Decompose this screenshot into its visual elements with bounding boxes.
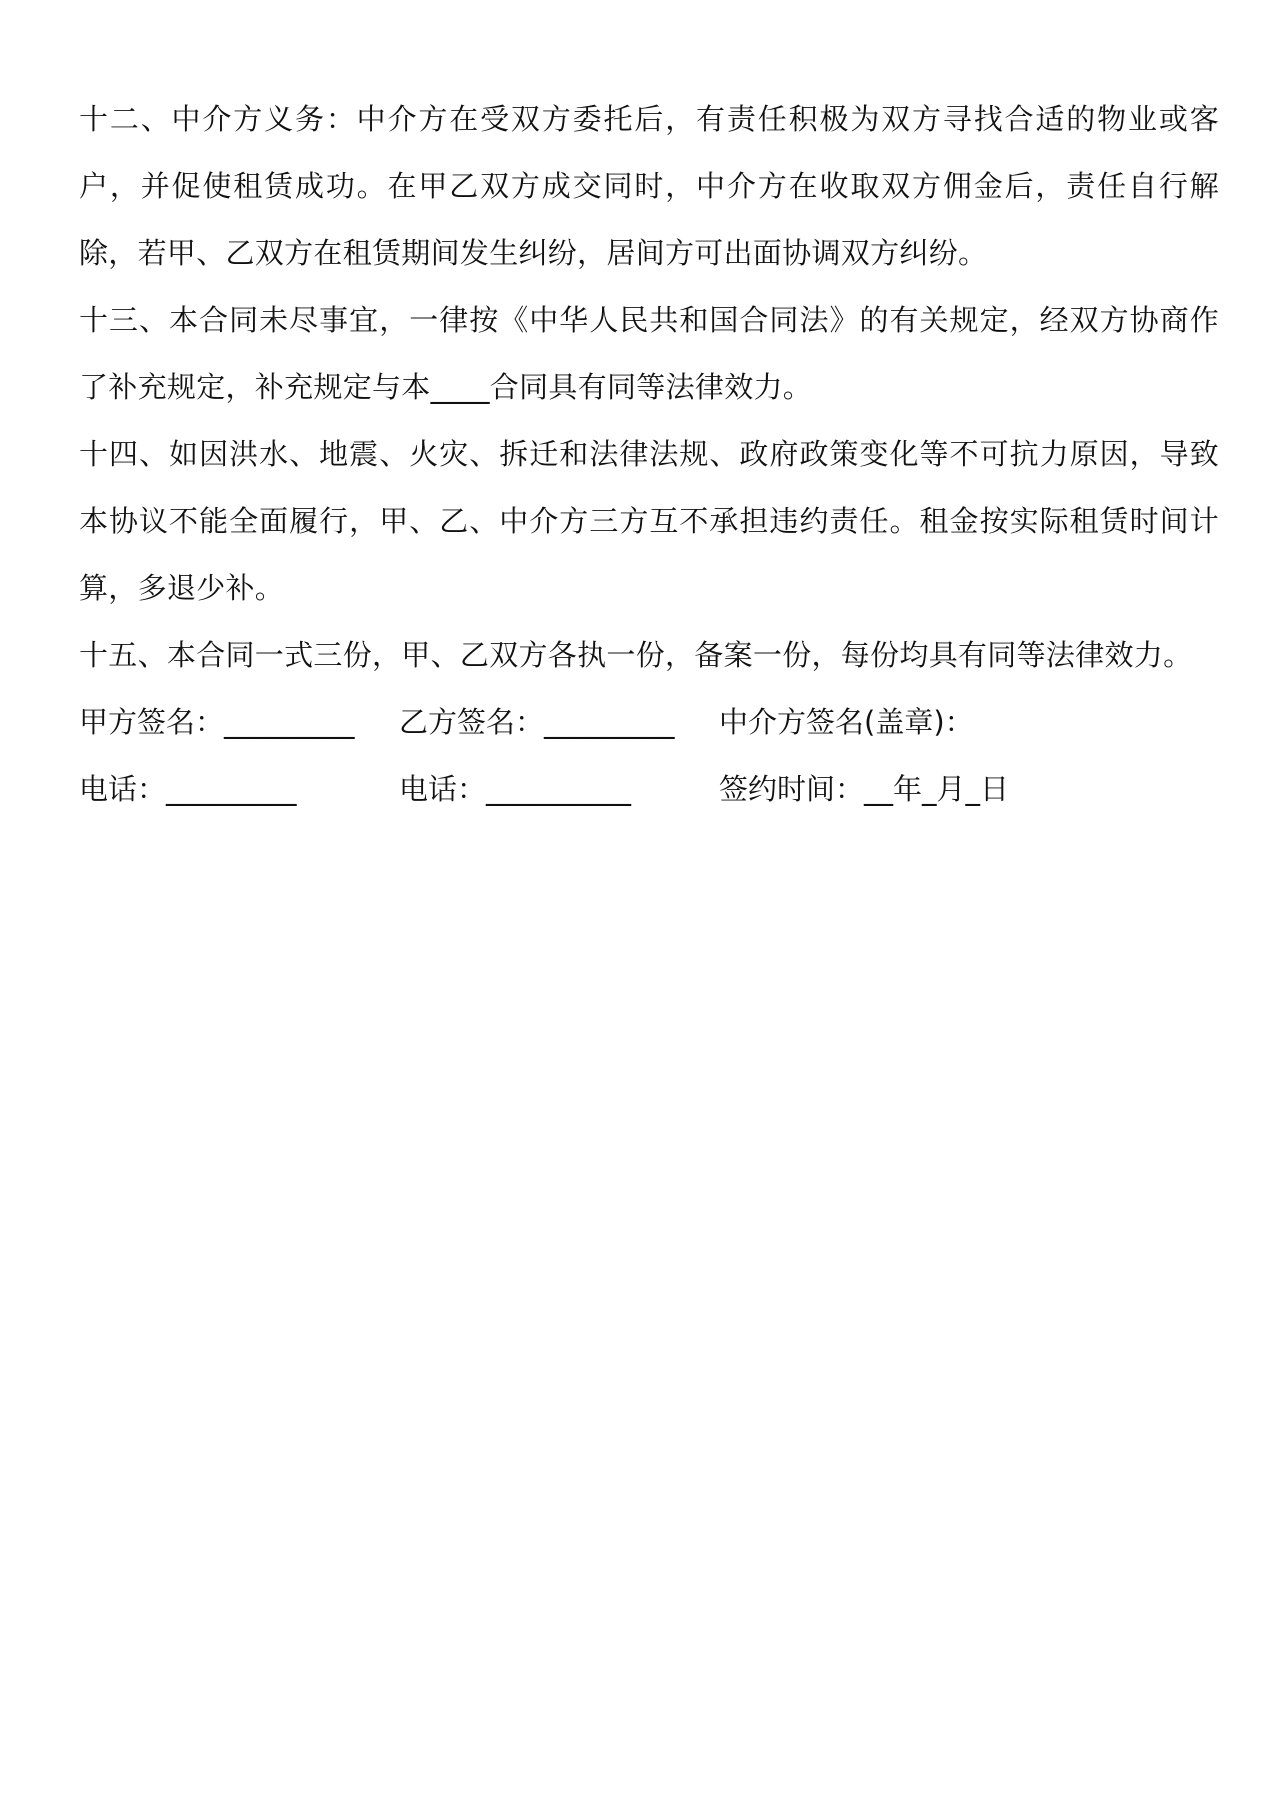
agent-signature: 中介方签名(盖章)： [719,705,974,739]
party-b-signature: 乙方签名：_________ [399,705,675,739]
contract-body [79,86,1219,823]
party-a-signature: 甲方签名：_________ [79,705,355,739]
sign-date: 签约时间：__年_月_日 [719,772,1010,806]
signature-row [79,689,1219,756]
clause-12: 十二、中介方义务：中介方在受双方委托后，有责任积极为双方寻找合适的物业或客户，并促使租赁成功。在甲乙双方成交同时，中介方在收取双方佣金后，责任自行解除，若甲、乙双方在租赁期间发生纠纷，居间方可出面协调双方纠纷。 [79,102,1219,270]
party-b-phone: 电话：__________ [399,772,632,806]
clause-14: 十四、如因洪水、地震、火灾、拆迁和法律法规、政府政策变化等不可抗力原因，导致本协议不能全面履行，甲、乙、中介方三方互不承担违约责任。租金按实际租赁时间计算，多退少补。 [79,437,1219,605]
party-a-phone: 电话：_________ [79,772,297,806]
clause-13: 十三、本合同未尽事宜，一律按《中华人民共和国合同法》的有关规定，经双方协商作了补充规定，补充规定与本____合同具有同等法律效力。 [79,303,1219,404]
contact-row [79,756,1219,823]
clause-15: 十五、本合同一式三份，甲、乙双方各执一份，备案一份，每份均具有同等法律效力。 [79,638,1193,672]
